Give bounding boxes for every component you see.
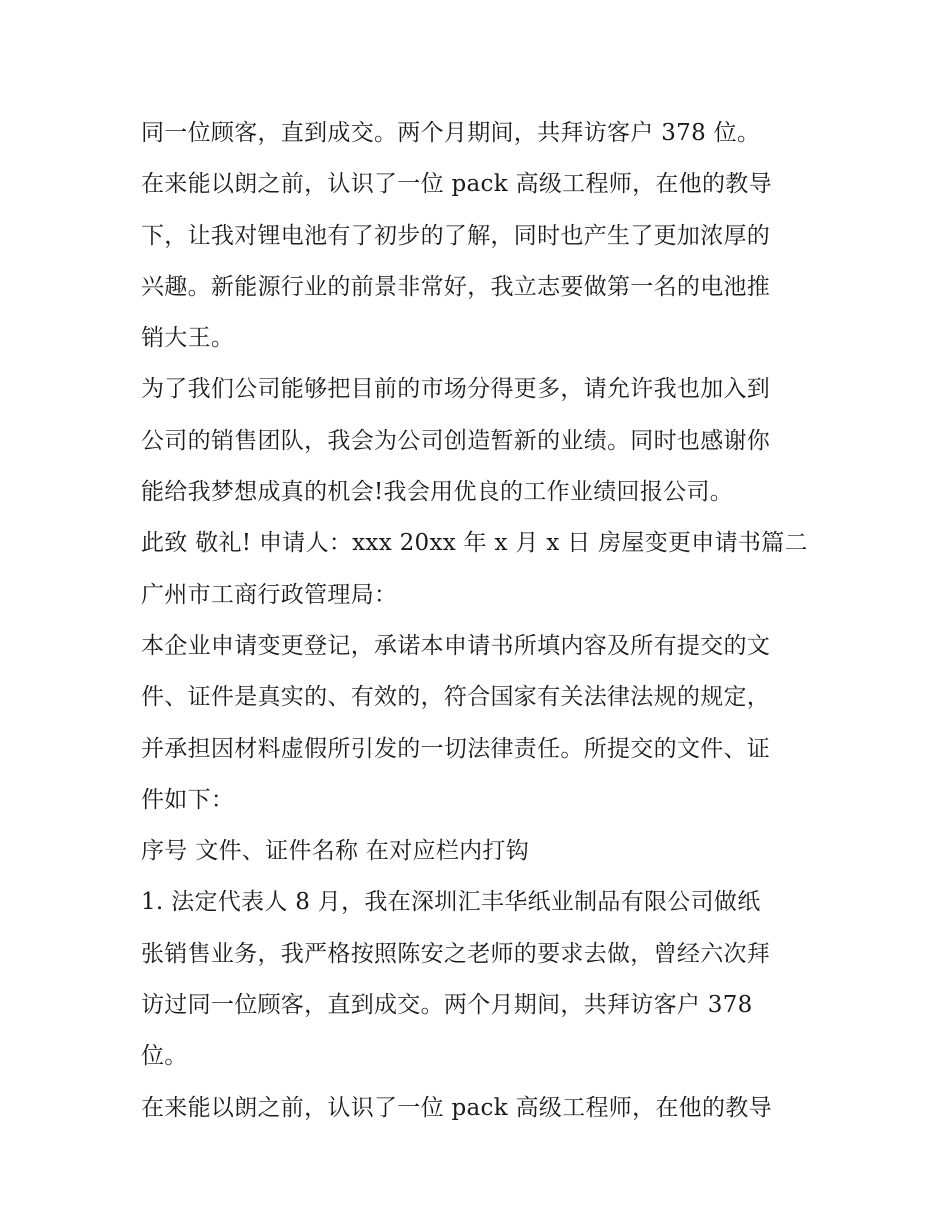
document-body	[141, 108, 821, 1134]
text-line: 访过同一位顾客，直到成交。两个月期间，共拜访客户 378	[141, 992, 753, 1019]
text-line: 能给我梦想成真的机会!我会用优良的工作业绩回报公司。	[141, 479, 734, 506]
text-line: 同一位顾客，直到成交。两个月期间，共拜访客户 378 位。	[141, 120, 761, 146]
text-line: 件如下：	[141, 786, 235, 813]
text-line: 兴趣。新能源行业的前景非常好，我立志要做第一名的电池推	[141, 273, 771, 300]
text-line: 下，让我对锂电池有了初步的了解，同时也产生了更加浓厚的	[141, 222, 771, 249]
text-line: 本企业申请变更登记，承诺本申请书所填内容及所有提交的文	[141, 632, 771, 659]
text-line: 在来能以朗之前，认识了一位 pack 高级工程师，在他的教导	[141, 171, 772, 198]
text-line: 广州市工商行政管理局：	[141, 581, 398, 608]
text-line: 件、证件是真实的、有效的，符合国家有关法律法规的规定，	[141, 684, 771, 711]
text-line: 公司的销售团队，我会为公司创造暂新的业绩。同时也感谢你	[141, 427, 771, 454]
text-line: 位。	[141, 1043, 188, 1070]
text-line: 销大王。	[141, 325, 235, 352]
text-line: 此致 敬礼! 申请人：xxx 20xx 年 x 月 x 日 房屋变更申请书篇二	[141, 530, 808, 557]
text-line: 在来能以朗之前，认识了一位 pack 高级工程师，在他的教导	[141, 1094, 772, 1121]
text-line: 并承担因材料虚假所引发的一切法律责任。所提交的文件、证	[141, 735, 771, 762]
text-line: 1. 法定代表人 8 月，我在深圳汇丰华纸业制品有限公司做纸	[141, 889, 761, 916]
text-line: 为了我们公司能够把目前的市场分得更多，请允许我也加入到	[141, 376, 771, 403]
text-line: 序号 文件、证件名称 在对应栏内打钩	[141, 838, 530, 865]
text-line: 张销售业务，我严格按照陈安之老师的要求去做，曾经六次拜	[141, 940, 771, 967]
